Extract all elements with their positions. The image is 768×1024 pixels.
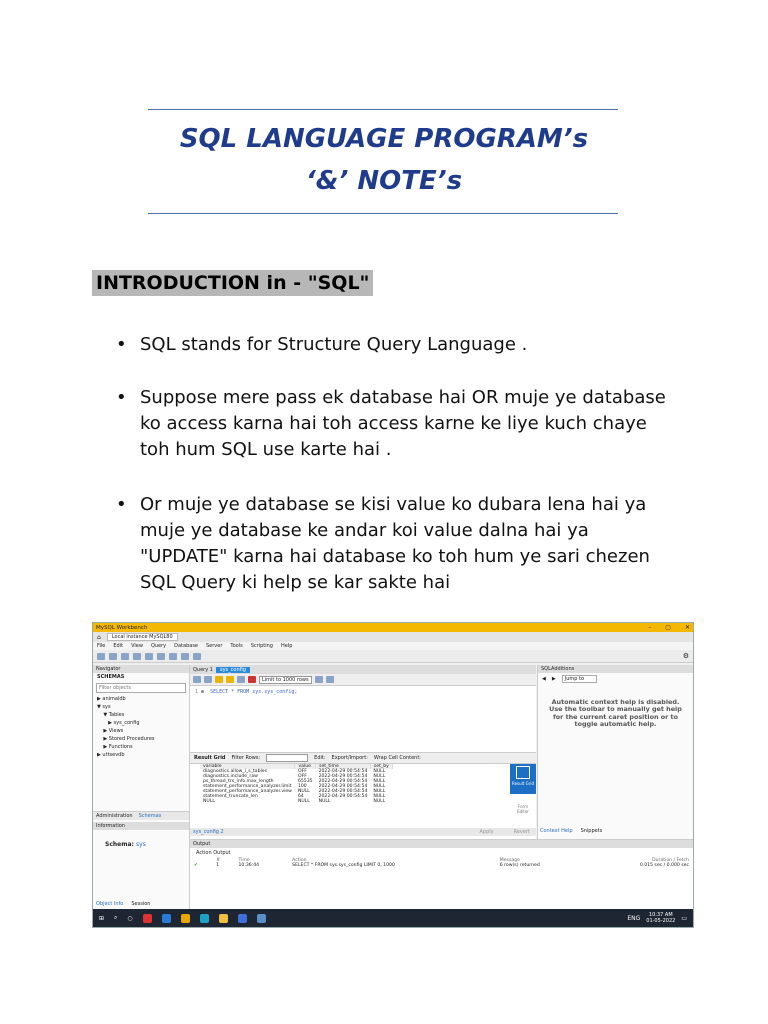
workbench-main — [93, 665, 693, 909]
grid-icon — [516, 766, 530, 779]
window-title: MySQL Workbench — [96, 624, 148, 631]
tab-snippets[interactable]: Snippets — [580, 828, 603, 834]
back-icon[interactable]: ◀ — [542, 676, 546, 682]
reconnect-icon[interactable] — [193, 653, 201, 660]
tree-item[interactable]: ▶ sys_config — [97, 720, 140, 726]
task-view-icon[interactable]: ○ — [127, 914, 133, 922]
function-icon[interactable] — [169, 653, 177, 660]
clock[interactable]: 10:37 AM 01-05-2022 — [646, 912, 676, 924]
find-icon[interactable] — [326, 676, 334, 683]
app-icon[interactable] — [162, 914, 171, 923]
top-rule — [148, 109, 618, 110]
open-sql-icon[interactable] — [109, 653, 117, 660]
bullet-item-2 — [116, 385, 676, 463]
table-icon[interactable] — [133, 653, 141, 660]
tree-item[interactable]: ▼ Tables — [97, 712, 125, 718]
menu-help[interactable]: Help — [280, 643, 293, 649]
menu-edit[interactable]: Edit — [113, 643, 124, 649]
workbench-screenshot — [92, 622, 694, 928]
tab-administration[interactable]: Administration — [96, 813, 133, 819]
information-header: Information — [93, 822, 189, 830]
navigator-tabs — [93, 811, 189, 820]
filter-rows-input[interactable] — [266, 754, 308, 762]
page-title-line1: SQL LANGUAGE PROGRAM’s — [179, 124, 589, 154]
jump-to-select[interactable]: Jump to — [562, 675, 597, 683]
tab-session[interactable]: Session — [131, 901, 151, 907]
sql-statement: SELECT * FROM sys.sys_config; — [210, 689, 298, 695]
connection-tab[interactable]: Local instance MySQL80 — [107, 633, 178, 641]
result-grid-button[interactable]: Result Grid — [510, 764, 536, 794]
table-row[interactable]: statement_truncate_len 64 2022-04-29 00:54:54 NULL — [203, 794, 386, 799]
query-toolbar — [190, 674, 536, 686]
limit-rows-select[interactable]: Limit to 1000 rows — [259, 676, 312, 684]
tab-object-info[interactable]: Object Info — [96, 901, 124, 907]
apply-button[interactable]: Apply — [479, 829, 494, 835]
tab-sys-config[interactable]: sys_config — [216, 667, 250, 673]
table-row[interactable]: diagnostics.allow_i_s_tables OFF 2022-04-29 00:54:54 NULL — [203, 769, 386, 774]
result-tab-bar — [190, 828, 536, 836]
notification-icon[interactable]: ▭ — [681, 914, 687, 922]
menu-server[interactable]: Server — [206, 643, 223, 649]
beautify-icon[interactable] — [315, 676, 323, 683]
schema-label: Schema: — [105, 841, 134, 848]
tab-query-1[interactable]: Query 1 — [193, 666, 213, 673]
tree-item[interactable]: ▶ uttsevdb — [97, 752, 125, 758]
execute-current-icon[interactable] — [226, 676, 234, 683]
bullet-text: Suppose mere pass ek database hai OR muje ye database ko access karna hai toh access karne ke liye kuch chaye toh hum SQL use karte hai . — [140, 387, 666, 460]
search-icon[interactable]: ⌕ — [114, 914, 118, 921]
bullet-item-3 — [116, 492, 676, 596]
form-editor-button[interactable]: Form Editor — [517, 804, 529, 814]
search-icon[interactable] — [181, 653, 189, 660]
bullet-text: SQL stands for Structure Query Language . — [140, 334, 528, 355]
tab-schemas[interactable]: Schemas — [138, 813, 162, 819]
column-header[interactable]: set_by — [370, 764, 392, 769]
output-panel — [190, 839, 693, 909]
forward-icon[interactable]: ▶ — [551, 676, 556, 682]
result-tab[interactable]: sys_config 2 — [193, 829, 224, 835]
windows-taskbar — [93, 909, 693, 927]
context-help-text: Automatic context help is disabled. Use the toolbar to manually get help for the current caret position or to toggle automatic help. — [549, 698, 682, 729]
edit-label: Edit: — [314, 755, 326, 761]
window-titlebar — [93, 623, 693, 632]
column-header[interactable]: value — [295, 764, 316, 769]
query-tabs — [190, 665, 536, 674]
table-row[interactable]: diagnostics.include_raw OFF 2022-04-29 00:54:54 NULL — [203, 774, 386, 779]
windows-start-icon[interactable]: ⊞ — [99, 914, 105, 922]
result-grid-label[interactable]: Result Grid — [194, 755, 226, 761]
schema-value: sys — [136, 841, 146, 848]
action-output-select[interactable]: Action Output — [196, 850, 231, 856]
explain-icon[interactable] — [237, 676, 245, 683]
result-toolbar — [190, 752, 536, 764]
menu-scripting[interactable]: Scripting — [250, 643, 273, 649]
bullet-dot: • — [116, 494, 127, 515]
menu-database[interactable]: Database — [174, 643, 198, 649]
workbench-taskbar-icon[interactable] — [257, 914, 266, 923]
maximize-icon[interactable]: ▢ — [665, 624, 671, 631]
bottom-rule — [148, 213, 618, 214]
success-icon: ✔ — [194, 863, 198, 868]
stop-icon[interactable] — [248, 676, 256, 683]
menu-view[interactable]: View — [131, 643, 143, 649]
home-icon[interactable]: ⌂ — [97, 633, 101, 641]
menu-tools[interactable]: Tools — [230, 643, 243, 649]
bullet-item-1 — [116, 332, 676, 358]
view-icon[interactable] — [145, 653, 153, 660]
line-number: 1 ● — [195, 689, 205, 695]
column-header[interactable]: set_time — [316, 764, 371, 769]
app-icon[interactable] — [219, 914, 228, 923]
tree-item[interactable]: ▶ animaldb — [97, 696, 126, 702]
export-import-label: Export/Import: — [331, 755, 368, 761]
table-row[interactable]: ps_thread_trx_info.max_length 65535 2022-04-29 00:54:54 NULL — [203, 779, 386, 784]
menu-bar — [93, 642, 693, 650]
navigator-header: Navigator — [93, 665, 189, 673]
table-row[interactable]: statement_performance_analyzer.view NULL 2022-04-29 00:54:54 NULL — [203, 789, 386, 794]
bullet-text: Or muje ye database se kisi value ko dubara lena hai ya muje ye database ke andar koi value dalna hai ya "UPDATE" karna hai database ko toh hum ye sari chezen SQL Query ki help se kar sakte hai — [140, 494, 650, 593]
revert-button[interactable]: Revert — [513, 829, 530, 835]
tab-context-help[interactable]: Context Help — [540, 828, 573, 834]
table-row[interactable]: statement_performance_analyzer.limit 100 2022-04-29 00:54:54 NULL — [203, 784, 386, 789]
system-tray — [627, 912, 687, 924]
app-icon[interactable] — [200, 914, 209, 923]
section-heading: INTRODUCTION in - "SQL" — [92, 270, 373, 296]
page-title-line2: ‘&’ NOTE’s — [305, 166, 463, 196]
tree-item[interactable]: ▼ sys — [97, 704, 111, 710]
gear-icon[interactable]: ⚙ — [682, 652, 689, 660]
new-sql-tab-icon[interactable] — [97, 653, 105, 660]
result-grid — [190, 764, 536, 814]
save-icon[interactable] — [204, 676, 212, 683]
bullet-dot: • — [116, 334, 127, 355]
connection-tabs — [93, 632, 693, 642]
menu-query[interactable]: Query — [150, 643, 167, 649]
schemas-label: SCHEMAS — [97, 674, 125, 680]
tree-item[interactable]: ▶ Functions — [97, 744, 133, 750]
menu-file[interactable]: File — [97, 643, 106, 649]
filter-objects-input[interactable]: Filter objects — [96, 683, 186, 693]
bullet-dot: • — [116, 387, 127, 408]
tree-item[interactable]: ▶ Views — [97, 728, 124, 734]
wrap-cell-label: Wrap Cell Content: — [373, 755, 421, 761]
column-header[interactable]: variable — [200, 764, 295, 769]
filter-rows-label: Filter Rows: — [231, 755, 261, 761]
info-tabs — [96, 901, 150, 907]
close-icon[interactable]: ✕ — [684, 624, 690, 631]
output-table: # Time Action Message Duration / Fetch ✔ 1 10:36:44 SELECT * FROM sys.sys_config LIMIT 0, 1000 6 row(s) returned 0.015 sec / 0.000 sec — [190, 858, 693, 868]
help-toolbar — [538, 673, 693, 685]
schema-icon[interactable] — [121, 653, 129, 660]
open-icon[interactable] — [193, 676, 201, 683]
tree-item[interactable]: ▶ Stored Procedures — [97, 736, 155, 742]
navigator-panel — [93, 665, 190, 909]
main-toolbar — [93, 650, 693, 663]
app-icon[interactable] — [238, 914, 247, 923]
schema-info — [105, 841, 146, 848]
app-icon[interactable] — [181, 914, 190, 923]
output-row[interactable]: ✔ 1 10:36:44 SELECT * FROM sys.sys_config LIMIT 0, 1000 6 row(s) returned 0.015 sec / 0.000 sec — [190, 863, 693, 868]
right-panel-tabs — [540, 828, 602, 834]
sql-editor[interactable] — [190, 686, 536, 752]
execute-icon[interactable] — [215, 676, 223, 683]
language-indicator[interactable]: ENG — [627, 914, 641, 922]
procedure-icon[interactable] — [157, 653, 165, 660]
output-header: Output — [190, 840, 693, 848]
table-row[interactable]: NULL NULL NULL NULL — [203, 799, 386, 804]
sql-additions-header: SQLAdditions — [538, 665, 693, 673]
app-icon[interactable] — [143, 914, 152, 923]
minimize-icon[interactable]: – — [648, 624, 652, 631]
